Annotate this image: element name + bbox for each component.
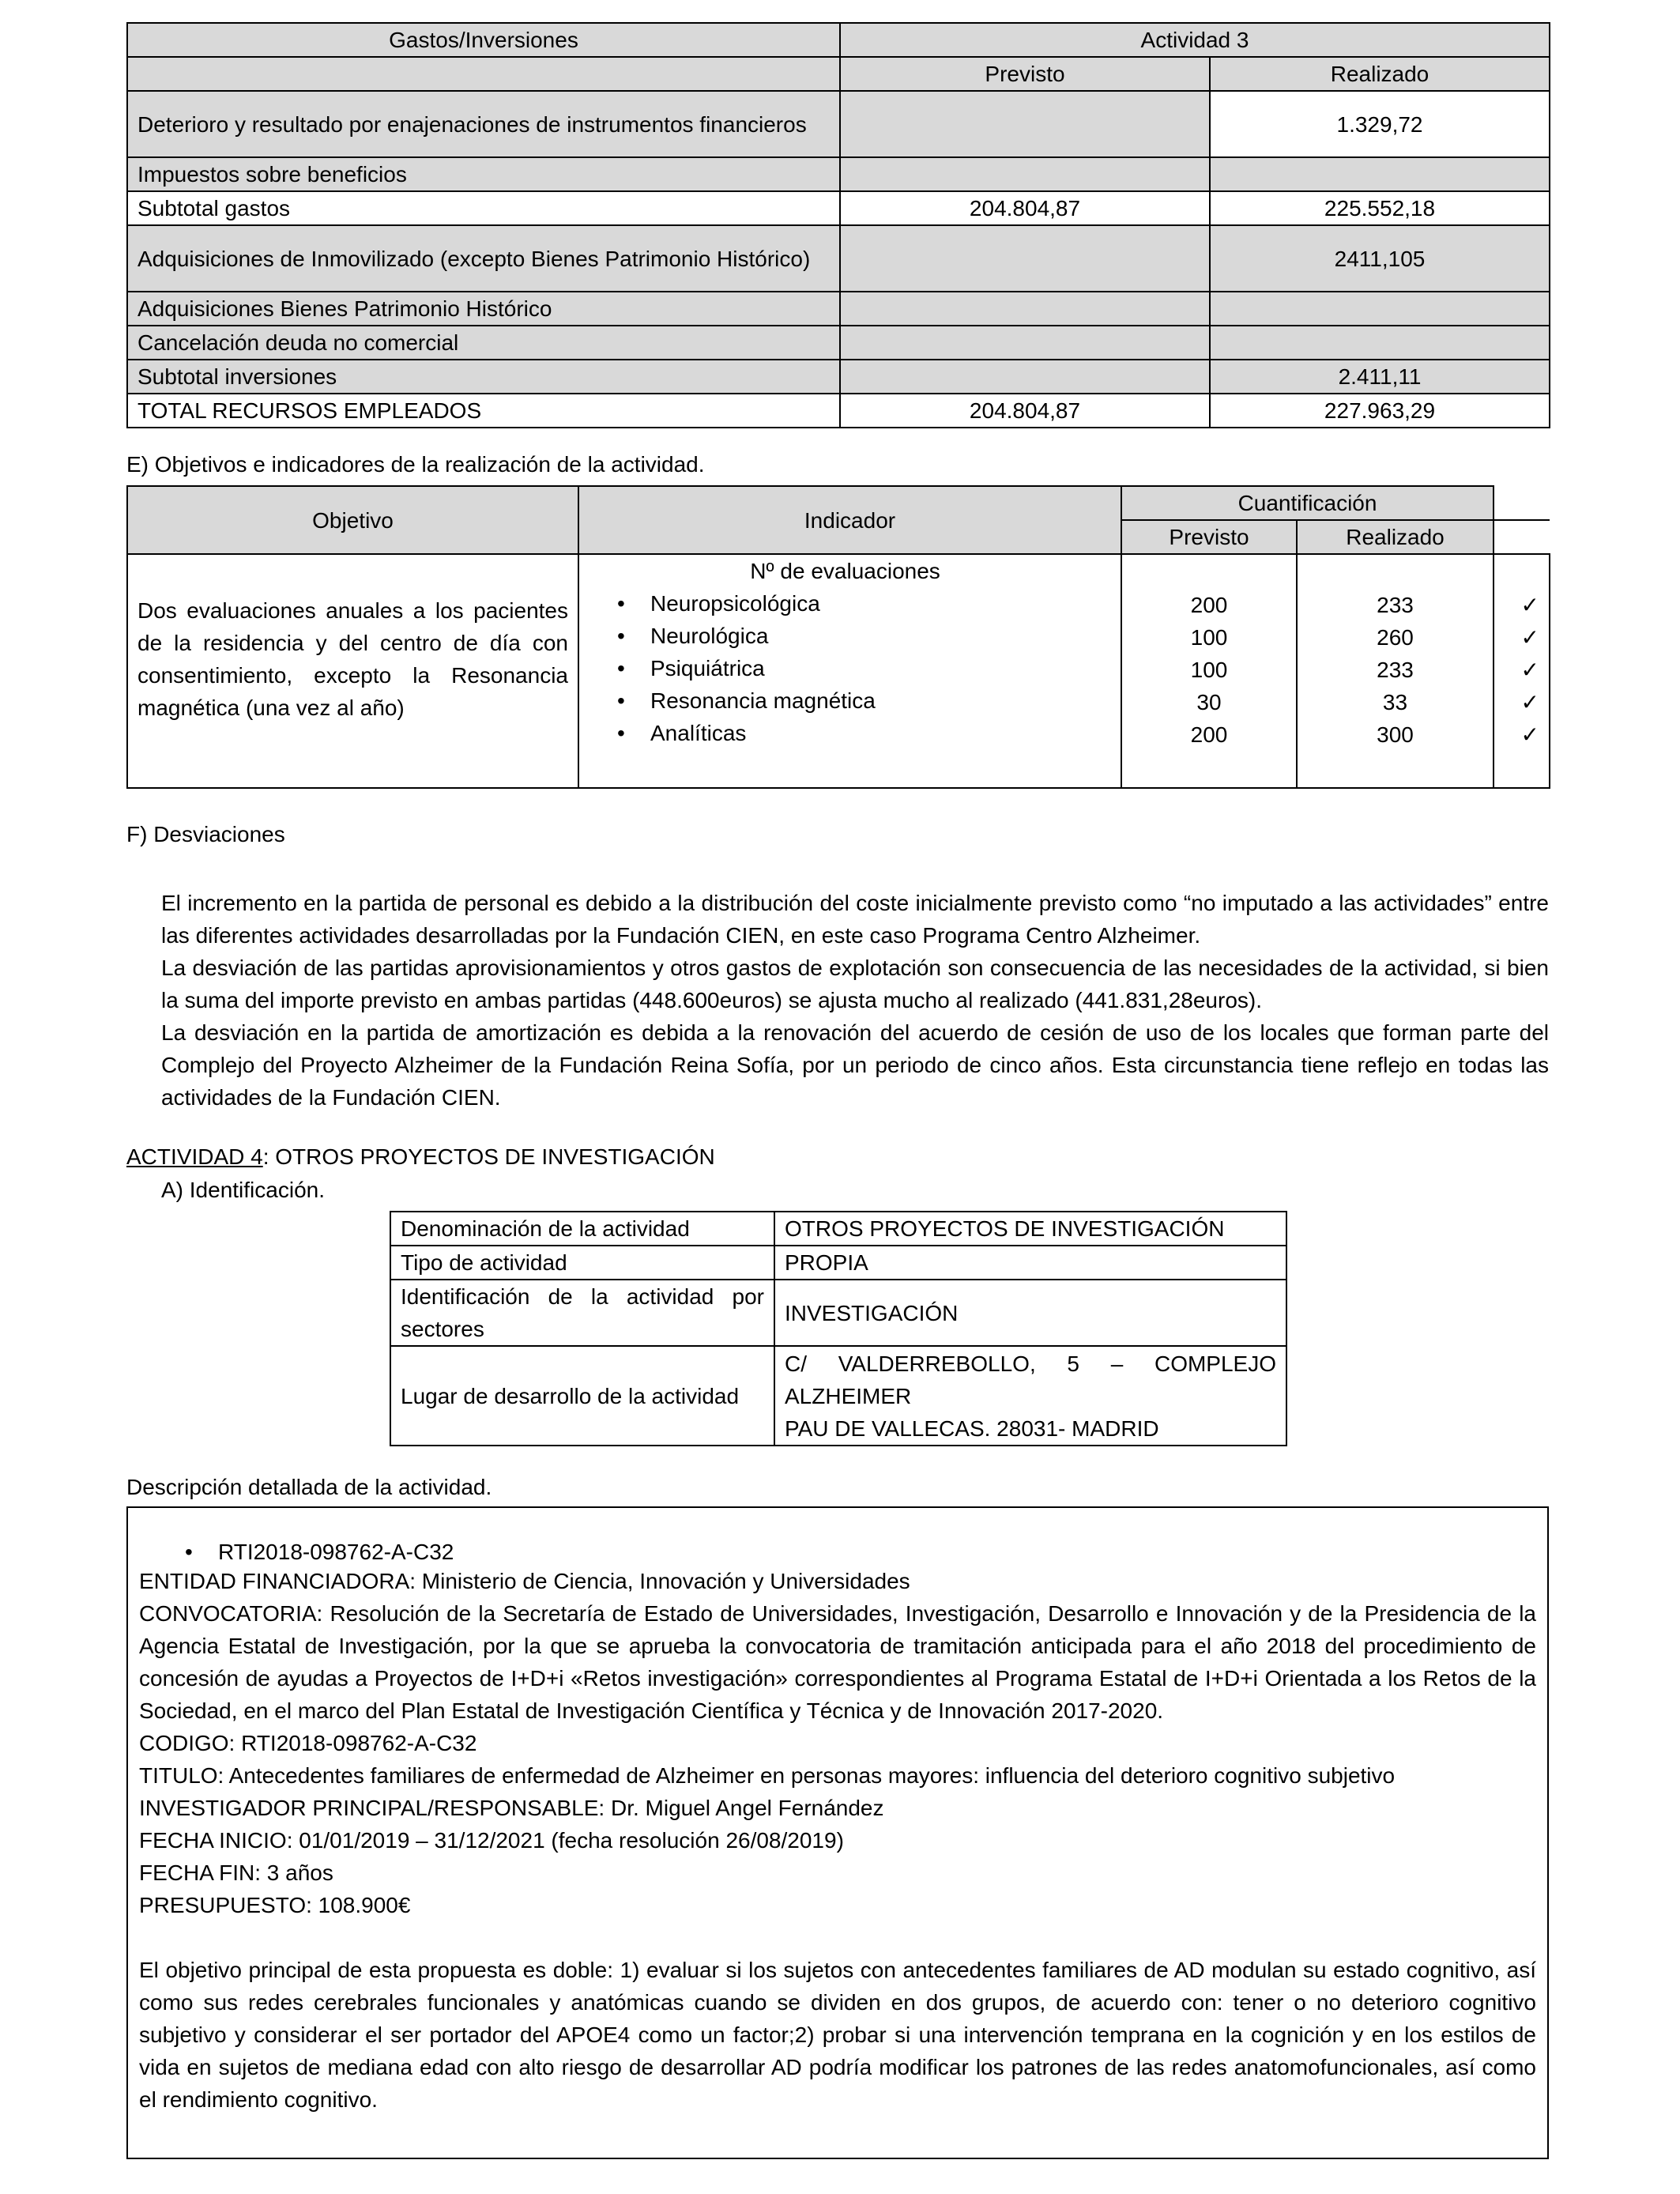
row-previsto [840,157,1210,191]
identificacion-heading: A) Identificación. [161,1178,325,1202]
row-label: Denominación de la actividad [390,1212,774,1246]
actividad-4-label: ACTIVIDAD 4 [126,1144,263,1169]
header-actividad-3: Actividad 3 [840,23,1550,57]
row-previsto [840,292,1210,326]
desviaciones-text [161,887,1549,1114]
row-realizado [1210,157,1550,191]
list-item: • Neuropsicológica [611,587,1111,620]
previsto-value: 200 [1190,593,1228,617]
descripcion-heading: Descripción detallada de la actividad. [126,1475,492,1499]
realizado-value: 233 [1377,658,1414,682]
descripcion-box [126,1506,1549,2159]
header-previsto: Previsto [1121,520,1297,554]
row-value: PROPIA [774,1246,1286,1280]
row-realizado: 2.411,11 [1210,360,1550,394]
row-value: INVESTIGACIÓN [774,1280,1286,1346]
previsto-value: 100 [1190,658,1228,682]
project-details [139,1565,1536,2116]
table-row [127,91,1550,157]
objetivos-table [126,485,1550,789]
header-realizado: Realizado [1210,57,1550,91]
row-realizado: 2411,105 [1210,225,1550,292]
row-previsto [840,225,1210,292]
table-row [127,292,1550,326]
table-row [127,157,1550,191]
project-list [179,1540,1536,1565]
row-label: Subtotal inversiones [127,360,840,394]
check-column [1494,554,1550,788]
actividad-4-heading [126,1144,715,1170]
row-realizado: 1.329,72 [1210,91,1550,157]
table-row [127,225,1550,292]
identificacion-table [390,1211,1287,1446]
check-icon: ✓ [1520,690,1539,714]
header-indicador: Indicador [578,486,1121,554]
list-item: • RTI2018-098762-A-C32 [179,1540,1536,1565]
paragraph: La desviación de las partidas aprovisionamientos y otros gastos de explotación son consecuencia de las necesidades de la actividad, si bien la suma del importe previsto en ambas partidas (448.600euros) se ajusta mucho al realizado (441.831,28euros). [161,956,1549,1012]
header-empty-cell [127,57,840,91]
table-row [127,326,1550,360]
paragraph: El incremento en la partida de personal es debido a la distribución del coste inicialmente previsto como “no imputado a las actividades” entre las diferentes actividades desarrolladas por la Fundación CIEN, en este caso Programa Centro Alzheimer. [161,891,1549,948]
actividad-4-title: : OTROS PROYECTOS DE INVESTIGACIÓN [262,1144,715,1169]
objetivo-text: Dos evaluaciones anuales a los pacientes de la residencia y del centro de día con consentimiento, excepto la Resonancia magnética (una vez al año) [127,554,578,788]
indicador-title: Nº de evaluaciones [750,559,940,583]
previsto-values [1121,554,1297,788]
fecha-inicio: FECHA INICIO: 01/01/2019 – 31/12/2021 (fecha resolución 26/08/2019) [139,1828,844,1853]
realizado-value: 260 [1377,625,1414,650]
row-label: Impuestos sobre beneficios [127,157,840,191]
row-realizado: 225.552,18 [1210,191,1550,225]
realizado-value: 233 [1377,593,1414,617]
header-objetivo: Objetivo [127,486,578,554]
header-blank [1494,520,1550,554]
list-item: • Resonancia magnética [611,684,1111,717]
row-label: Identificación de la actividad por sectores [390,1280,774,1346]
check-icon: ✓ [1520,593,1539,617]
row-previsto: 204.804,87 [840,394,1210,428]
table-row [127,394,1550,428]
row-previsto [840,360,1210,394]
list-item: • Neurológica [611,620,1111,652]
realizado-values [1297,554,1494,788]
row-previsto: 204.804,87 [840,191,1210,225]
table-row [390,1246,1286,1280]
previsto-value: 100 [1190,625,1228,650]
row-realizado [1210,326,1550,360]
presupuesto: PRESUPUESTO: 108.900€ [139,1893,411,1917]
table-row [390,1280,1286,1346]
row-previsto [840,326,1210,360]
check-icon: ✓ [1520,722,1539,747]
entidad-financiadora: ENTIDAD FINANCIADORA: Ministerio de Ciencia, Innovación y Universidades [139,1569,910,1593]
fecha-fin: FECHA FIN: 3 años [139,1860,333,1885]
indicator-list [611,587,1111,749]
row-previsto [840,91,1210,157]
previsto-value: 200 [1190,722,1228,747]
header-previsto: Previsto [840,57,1210,91]
convocatoria: CONVOCATORIA: Resolución de la Secretaría de Estado de Universidades, Investigación, Desarrollo e Innovación y de la Presidencia de la Agencia Estatal de Investigación, por la que se aprueba la convocatoria de tramitación anticipada para el año 2018 del procedimiento de concesión de ayudas a Proyectos de I+D+i «Retos investigación» correspondientes al Programa Estatal de I+D+i Orientada a los Retos de la Sociedad, en el marco del Plan Estatal de Investigación Científica y Técnica y de Innovación 2017-2020. [139,1601,1536,1723]
row-value: OTROS PROYECTOS DE INVESTIGACIÓN [774,1212,1286,1246]
investigador: INVESTIGADOR PRINCIPAL/RESPONSABLE: Dr. Miguel Angel Fernández [139,1796,884,1820]
row-label: Tipo de actividad [390,1246,774,1280]
row-label: Subtotal gastos [127,191,840,225]
section-e-heading: E) Objetivos e indicadores de la realización de la actividad. [126,452,705,477]
list-item: • Psiquiátrica [611,652,1111,684]
codigo: CODIGO: RTI2018-098762-A-C32 [139,1731,477,1755]
row-label: Adquisiciones Bienes Patrimonio Histórico [127,292,840,326]
row-label: Deterioro y resultado por enajenaciones de instrumentos financieros [127,91,840,157]
row-value [774,1346,1286,1446]
row-realizado: 227.963,29 [1210,394,1550,428]
gastos-inversiones-table [126,22,1550,428]
previsto-value: 30 [1196,690,1222,714]
row-realizado [1210,292,1550,326]
titulo: TITULO: Antecedentes familiares de enfermedad de Alzheimer en personas mayores: influencia del deterioro cognitivo subjetivo [139,1763,1396,1788]
header-realizado: Realizado [1297,520,1494,554]
indicador-cell [578,554,1121,788]
row-label: TOTAL RECURSOS EMPLEADOS [127,394,840,428]
objetivo-paragraph: El objetivo principal de esta propuesta es doble: 1) evaluar si los sujetos con antecedentes familiares de AD modulan su estado cognitivo, así como sus redes cerebrales funcionales y anatómicas cuando se dividen en dos grupos, de acuerdo con: tener o no deterioro cognitivo subjetivo y considerar el ser portador del APOE4 como un factor;2) probar si una intervención temprana en la cognición y en los estilos de vida en sujetos de mediana edad con alto riesgo de desarrollar AD podría modificar los patrones de las redes anatomofuncionales, así como el rendimiento cognitivo. [139,1958,1536,2112]
paragraph: La desviación en la partida de amortización es debida a la renovación del acuerdo de cesión de uso de los locales que forman parte del Complejo del Proyecto Alzheimer de la Fundación Reina Sofía, por un periodo de cinco años. Esta circunstancia tiene reflejo en todas las actividades de la Fundación CIEN. [161,1020,1549,1110]
section-f-heading: F) Desviaciones [126,822,285,846]
realizado-value: 300 [1377,722,1414,747]
realizado-value: 33 [1382,690,1408,714]
list-item: • Analíticas [611,717,1111,749]
table-row [127,360,1550,394]
table-row [390,1212,1286,1246]
lugar-line-2: PAU DE VALLECAS. 28031- MADRID [785,1416,1159,1441]
row-label: Adquisiciones de Inmovilizado (excepto Bienes Patrimonio Histórico) [127,225,840,292]
header-cuantificacion: Cuantificación [1121,486,1494,520]
check-icon: ✓ [1520,625,1539,650]
table-row [127,191,1550,225]
table-row [390,1346,1286,1446]
row-label: Lugar de desarrollo de la actividad [390,1346,774,1446]
header-gastos-inversiones: Gastos/Inversiones [127,23,840,57]
check-icon: ✓ [1520,658,1539,682]
lugar-line-1: C/ VALDERREBOLLO, 5 – COMPLEJO ALZHEIMER [785,1351,1276,1408]
header-blank [1494,486,1550,520]
row-label: Cancelación deuda no comercial [127,326,840,360]
